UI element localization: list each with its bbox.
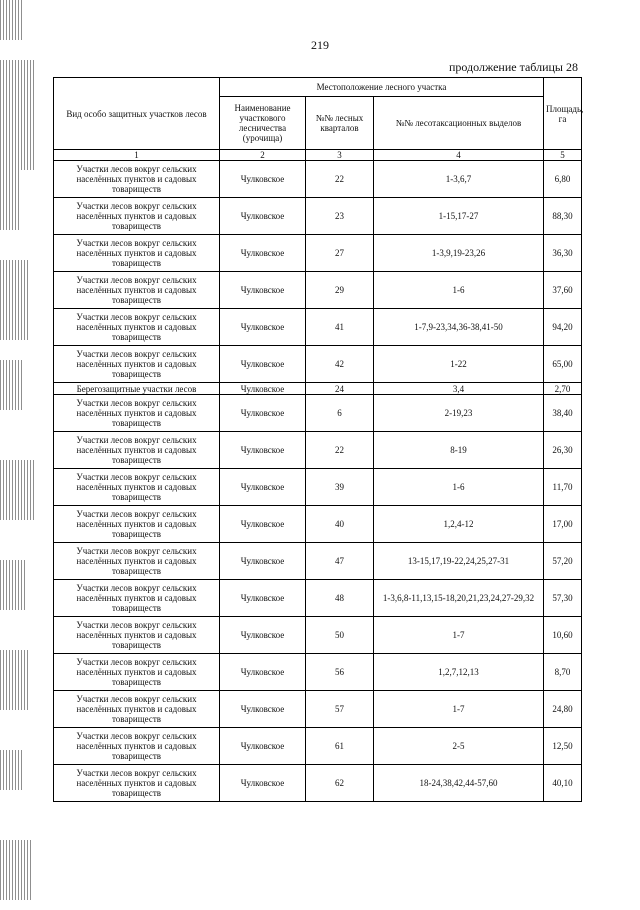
cell-plots: 1-7 <box>374 691 544 728</box>
cell-area: 38,40 <box>544 395 582 432</box>
column-number: 5 <box>544 150 582 161</box>
table-row <box>54 617 582 654</box>
cell-area: 8,70 <box>544 654 582 691</box>
table-row <box>54 728 582 765</box>
cell-area: 6,80 <box>544 161 582 198</box>
cell-plots: 2-5 <box>374 728 544 765</box>
table-row <box>54 580 582 617</box>
cell-kind: Участки лесов вокруг сельских населённых пунктов и садовых товариществ <box>54 506 220 543</box>
table-row <box>54 235 582 272</box>
cell-quarter: 27 <box>306 235 374 272</box>
cell-area: 24,80 <box>544 691 582 728</box>
header-forestry: Наименование участкового лесничества (урочища) <box>220 97 306 150</box>
column-number: 4 <box>374 150 544 161</box>
cell-forestry: Чулковское <box>220 395 306 432</box>
cell-kind: Участки лесов вокруг сельских населённых пунктов и садовых товариществ <box>54 580 220 617</box>
cell-quarter: 56 <box>306 654 374 691</box>
scan-edge-artifacts <box>0 0 40 910</box>
cell-forestry: Чулковское <box>220 654 306 691</box>
cell-area: 94,20 <box>544 309 582 346</box>
cell-forestry: Чулковское <box>220 469 306 506</box>
cell-area: 65,00 <box>544 346 582 383</box>
cell-kind: Участки лесов вокруг сельских населённых пунктов и садовых товариществ <box>54 198 220 235</box>
cell-forestry: Чулковское <box>220 432 306 469</box>
cell-forestry: Чулковское <box>220 272 306 309</box>
cell-plots: 1-6 <box>374 469 544 506</box>
cell-quarter: 39 <box>306 469 374 506</box>
cell-forestry: Чулковское <box>220 691 306 728</box>
table-continuation-caption: продолжение таблицы 28 <box>448 60 578 74</box>
table-body <box>54 161 582 802</box>
table-row <box>54 506 582 543</box>
page-number: 219 <box>311 38 329 52</box>
cell-forestry: Чулковское <box>220 309 306 346</box>
cell-quarter: 48 <box>306 580 374 617</box>
cell-plots: 1,2,4-12 <box>374 506 544 543</box>
table-row <box>54 383 582 395</box>
cell-forestry: Чулковское <box>220 765 306 802</box>
cell-forestry: Чулковское <box>220 161 306 198</box>
table-row <box>54 309 582 346</box>
table-row <box>54 346 582 383</box>
cell-plots: 2-19,23 <box>374 395 544 432</box>
header-area: Площадь, га <box>544 78 582 150</box>
cell-kind: Участки лесов вокруг сельских населённых пунктов и садовых товариществ <box>54 765 220 802</box>
cell-kind: Участки лесов вокруг сельских населённых пунктов и садовых товариществ <box>54 161 220 198</box>
table-row <box>54 432 582 469</box>
cell-area: 11,70 <box>544 469 582 506</box>
column-number: 1 <box>54 150 220 161</box>
header-location: Местоположение лесного участка <box>220 78 544 97</box>
cell-kind: Участки лесов вокруг сельских населённых пунктов и садовых товариществ <box>54 654 220 691</box>
cell-quarter: 50 <box>306 617 374 654</box>
cell-area: 26,30 <box>544 432 582 469</box>
cell-area: 17,00 <box>544 506 582 543</box>
cell-plots: 1-22 <box>374 346 544 383</box>
cell-forestry: Чулковское <box>220 728 306 765</box>
cell-plots: 1-7,9-23,34,36-38,41-50 <box>374 309 544 346</box>
cell-forestry: Чулковское <box>220 506 306 543</box>
cell-quarter: 22 <box>306 432 374 469</box>
cell-area: 37,60 <box>544 272 582 309</box>
cell-area: 88,30 <box>544 198 582 235</box>
cell-plots: 18-24,38,42,44-57,60 <box>374 765 544 802</box>
cell-forestry: Чулковское <box>220 543 306 580</box>
cell-plots: 3,4 <box>374 383 544 395</box>
table-row <box>54 395 582 432</box>
cell-quarter: 40 <box>306 506 374 543</box>
table-row <box>54 272 582 309</box>
cell-forestry: Чулковское <box>220 580 306 617</box>
table-row <box>54 691 582 728</box>
cell-area: 10,60 <box>544 617 582 654</box>
table-row <box>54 161 582 198</box>
cell-quarter: 42 <box>306 346 374 383</box>
cell-forestry: Чулковское <box>220 235 306 272</box>
cell-forestry: Чулковское <box>220 346 306 383</box>
column-number: 2 <box>220 150 306 161</box>
cell-kind: Участки лесов вокруг сельских населённых пунктов и садовых товариществ <box>54 272 220 309</box>
cell-area: 40,10 <box>544 765 582 802</box>
cell-area: 12,50 <box>544 728 582 765</box>
table-row <box>54 469 582 506</box>
cell-kind: Участки лесов вокруг сельских населённых пунктов и садовых товариществ <box>54 617 220 654</box>
header-kind: Вид особо защитных участков лесов <box>54 78 220 150</box>
cell-plots: 1,2,7,12,13 <box>374 654 544 691</box>
cell-plots: 1-7 <box>374 617 544 654</box>
cell-quarter: 29 <box>306 272 374 309</box>
cell-quarter: 23 <box>306 198 374 235</box>
cell-area: 36,30 <box>544 235 582 272</box>
column-number: 3 <box>306 150 374 161</box>
cell-kind: Участки лесов вокруг сельских населённых пунктов и садовых товариществ <box>54 728 220 765</box>
header-quarters: №№ лесных кварталов <box>306 97 374 150</box>
cell-quarter: 62 <box>306 765 374 802</box>
cell-plots: 1-3,6,8-11,13,15-18,20,21,23,24,27-29,32 <box>374 580 544 617</box>
cell-quarter: 41 <box>306 309 374 346</box>
cell-plots: 1-3,9,19-23,26 <box>374 235 544 272</box>
table-row <box>54 543 582 580</box>
cell-kind: Участки лесов вокруг сельских населённых пунктов и садовых товариществ <box>54 395 220 432</box>
cell-quarter: 6 <box>306 395 374 432</box>
cell-forestry: Чулковское <box>220 617 306 654</box>
cell-kind: Участки лесов вокруг сельских населённых пунктов и садовых товариществ <box>54 691 220 728</box>
cell-forestry: Чулковское <box>220 198 306 235</box>
cell-kind: Участки лесов вокруг сельских населённых пунктов и садовых товариществ <box>54 309 220 346</box>
forest-plots-table <box>53 77 582 802</box>
cell-kind: Участки лесов вокруг сельских населённых пунктов и садовых товариществ <box>54 235 220 272</box>
cell-quarter: 47 <box>306 543 374 580</box>
cell-forestry: Чулковское <box>220 383 306 395</box>
cell-plots: 1-3,6,7 <box>374 161 544 198</box>
cell-quarter: 61 <box>306 728 374 765</box>
cell-quarter: 24 <box>306 383 374 395</box>
cell-kind: Берегозащитные участки лесов <box>54 383 220 395</box>
cell-area: 57,30 <box>544 580 582 617</box>
header-plots: №№ лесотаксационных выделов <box>374 97 544 150</box>
cell-plots: 8-19 <box>374 432 544 469</box>
cell-quarter: 22 <box>306 161 374 198</box>
cell-quarter: 57 <box>306 691 374 728</box>
table-row <box>54 765 582 802</box>
column-numbers-row <box>54 150 582 161</box>
cell-kind: Участки лесов вокруг сельских населённых пунктов и садовых товариществ <box>54 469 220 506</box>
forest-plots-table-container <box>53 77 584 802</box>
table-row <box>54 198 582 235</box>
table-row <box>54 654 582 691</box>
cell-kind: Участки лесов вокруг сельских населённых пунктов и садовых товариществ <box>54 432 220 469</box>
cell-plots: 13-15,17,19-22,24,25,27-31 <box>374 543 544 580</box>
cell-area: 2,70 <box>544 383 582 395</box>
cell-kind: Участки лесов вокруг сельских населённых пунктов и садовых товариществ <box>54 346 220 383</box>
cell-plots: 1-6 <box>374 272 544 309</box>
cell-kind: Участки лесов вокруг сельских населённых пунктов и садовых товариществ <box>54 543 220 580</box>
cell-area: 57,20 <box>544 543 582 580</box>
cell-plots: 1-15,17-27 <box>374 198 544 235</box>
